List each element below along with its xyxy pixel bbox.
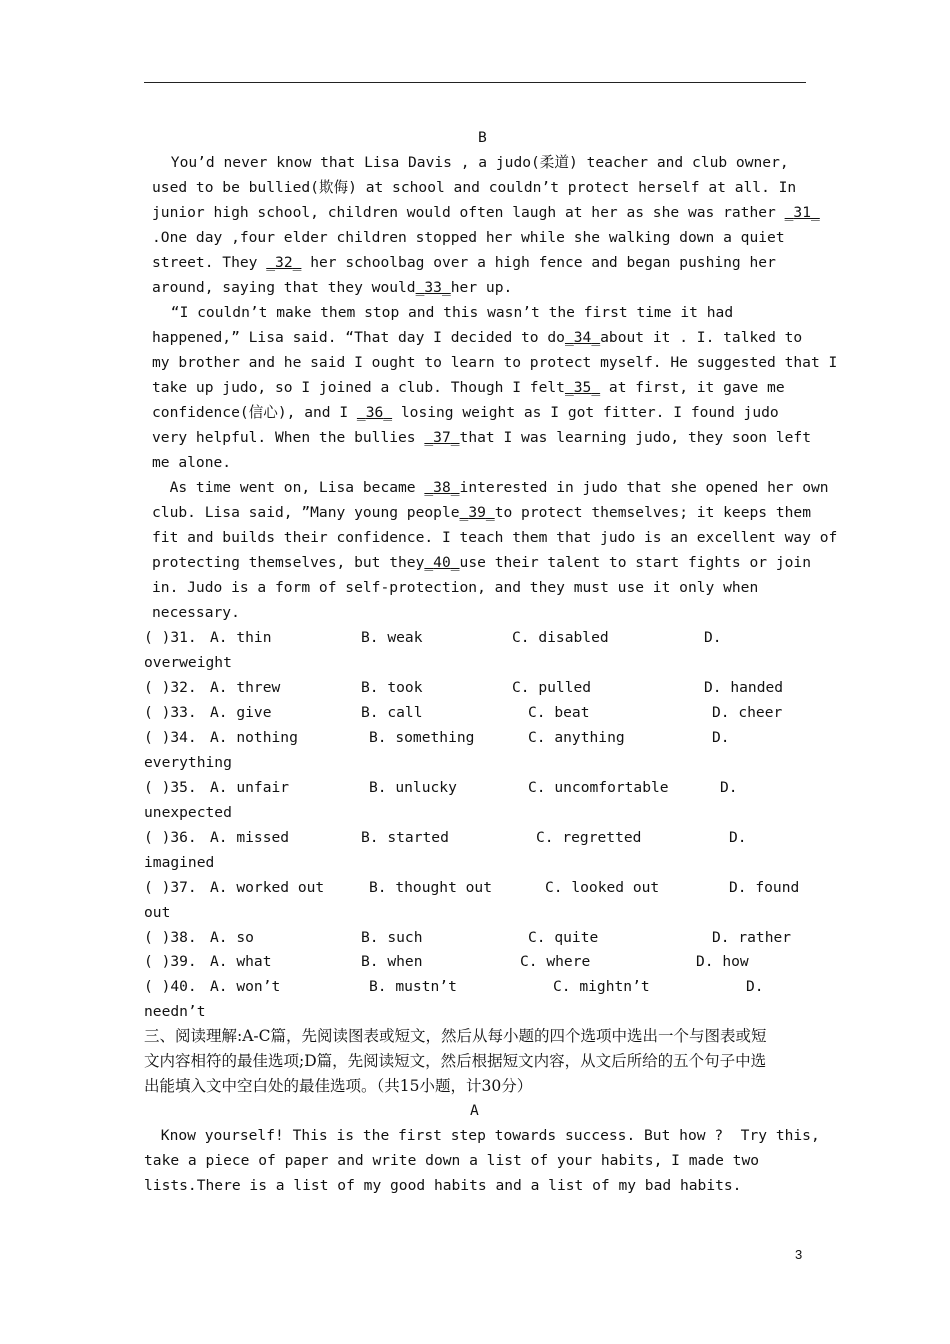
question-number: ( )34. — [144, 729, 197, 746]
question-number: ( )33. — [144, 704, 197, 721]
option-d-continued: everything — [144, 754, 232, 771]
section-b-title: B — [478, 129, 487, 146]
option-d-continued: out — [144, 904, 171, 921]
passage-line: take a piece of paper and write down a list of your habits, I made two — [144, 1152, 760, 1169]
option-a: A. threw — [210, 679, 281, 696]
passage-line: junior high school, children would often laugh at her as she was rather _31_ — [152, 204, 820, 221]
option-d: D. — [729, 829, 747, 846]
question-number: ( )36. — [144, 829, 197, 846]
passage-line: necessary. — [152, 604, 240, 621]
option-b: B. when — [361, 953, 423, 970]
option-a: A. nothing — [210, 729, 298, 746]
option-d: D. — [704, 629, 722, 646]
option-d: D. found — [729, 879, 800, 896]
blank-38: _38_ — [424, 479, 460, 496]
blank-34: _34_ — [564, 329, 601, 346]
option-b: B. call — [361, 704, 423, 721]
option-b: B. started — [361, 829, 449, 846]
option-d: D. handed — [704, 679, 784, 696]
option-b: B. unlucky — [369, 779, 457, 796]
option-d: D. cheer — [712, 704, 783, 721]
option-c: C. disabled — [512, 629, 609, 646]
option-b: B. mustn’t — [369, 978, 457, 995]
passage-line: in. Judo is a form of self-protection, and they must use it only when — [152, 579, 759, 596]
passage-line: .One day ,four elder children stopped her while she walking down a quiet — [152, 229, 785, 246]
option-a: A. what — [210, 953, 272, 970]
option-a: A. won’t — [210, 978, 281, 995]
option-a: A. unfair — [210, 779, 290, 796]
option-d: D. how — [696, 953, 749, 970]
option-d-continued: overweight — [144, 654, 232, 671]
option-d: D. — [720, 779, 738, 796]
section-a-title: A — [470, 1102, 479, 1119]
option-c: C. mightn’t — [553, 978, 650, 995]
blank-32: _32_ — [266, 254, 302, 271]
passage-line: club. Lisa said, ”Many young people_39_to protect themselves; it keeps them — [152, 504, 812, 521]
option-b: B. such — [361, 929, 423, 946]
page-number: 3 — [795, 1247, 803, 1262]
passage-line: “I couldn’t make them stop and this wasn’t the first time it had — [162, 304, 734, 321]
option-d-continued: needn’t — [144, 1003, 206, 1020]
option-a: A. thin — [210, 629, 272, 646]
blank-39: _39_ — [459, 504, 495, 521]
question-number: ( )39. — [144, 953, 197, 970]
part3-instruction: 三、阅读理解:A-C篇，先阅读图表或短文，然后从每小题的四个选项中选出一个与图表或短 — [144, 1027, 767, 1045]
option-b: B. something — [369, 729, 475, 746]
option-c: C. where — [520, 953, 591, 970]
passage-line: protecting themselves, but they_40_use their talent to start fights or join — [152, 554, 811, 571]
passage-line: street. They _32_ her schoolbag over a high fence and began pushing her — [152, 254, 776, 271]
question-number: ( )35. — [144, 779, 197, 796]
blank-37: _37_ — [424, 429, 460, 446]
passage-line: used to be bullied(欺侮) at school and couldn’t protect herself at all. In — [152, 179, 797, 196]
passage-line: my brother and he said I ought to learn to protect myself. He suggested that I — [152, 354, 838, 371]
option-b: B. thought out — [369, 879, 493, 896]
option-a: A. missed — [210, 829, 290, 846]
option-d-continued: imagined — [144, 854, 215, 871]
blank-36: _36_ — [356, 404, 393, 421]
option-d-continued: unexpected — [144, 804, 232, 821]
passage-line: As time went on, Lisa became _38_interested in judo that she opened her own — [152, 479, 829, 496]
option-a: A. worked out — [210, 879, 325, 896]
passage-line: confidence(信心), and I _36_ losing weight as I got fitter. I found judo — [152, 404, 779, 421]
passage-line: very helpful. When the bullies _37_that I was learning judo, they soon left — [152, 429, 811, 446]
option-a: A. give — [210, 704, 272, 721]
passage-line: around, saying that they would_33_her up. — [152, 279, 513, 296]
option-c: C. looked out — [545, 879, 660, 896]
passage-line: Know yourself! This is the first step towards success. But how ? Try this, — [152, 1127, 820, 1144]
option-b: B. took — [361, 679, 423, 696]
option-c: C. pulled — [512, 679, 592, 696]
blank-31: _31_ — [784, 204, 820, 221]
part3-instruction: 文内容相符的最佳选项;D篇，先阅读短文，然后根据短文内容，从文后所给的五个句子中选 — [144, 1052, 767, 1070]
passage-line: fit and builds their confidence. I teach them that judo is an excellent way of — [152, 529, 838, 546]
option-c: C. uncomfortable — [528, 779, 669, 796]
header-rule — [144, 82, 806, 83]
part3-instruction: 出能填入文中空白处的最佳选项。（共15小题，计30分） — [144, 1077, 533, 1095]
option-d: D. rather — [712, 929, 792, 946]
option-b: B. weak — [361, 629, 423, 646]
blank-40: _40_ — [424, 554, 460, 571]
option-c: C. regretted — [536, 829, 642, 846]
passage-line: happened,” Lisa said. “That day I decided to do_34_about it . I. talked to — [152, 329, 803, 346]
option-c: C. anything — [528, 729, 625, 746]
passage-line: You’d never know that Lisa Davis , a judo(柔道) teacher and club owner, — [162, 154, 789, 171]
question-number: ( )40. — [144, 978, 197, 995]
option-a: A. so — [210, 929, 254, 946]
blank-33: _33_ — [415, 279, 451, 296]
passage-line: lists.There is a list of my good habits and a list of my bad habits. — [144, 1177, 742, 1194]
option-d: D. — [746, 978, 764, 995]
blank-35: _35_ — [564, 379, 601, 396]
question-number: ( )31. — [144, 629, 197, 646]
question-number: ( )37. — [144, 879, 197, 896]
option-d: D. — [712, 729, 730, 746]
option-c: C. quite — [528, 929, 599, 946]
passage-line: take up judo, so I joined a club. Though I felt_35_ at first, it gave me — [152, 379, 785, 396]
passage-line: me alone. — [152, 454, 232, 471]
option-c: C. beat — [528, 704, 590, 721]
question-number: ( )38. — [144, 929, 197, 946]
question-number: ( )32. — [144, 679, 197, 696]
